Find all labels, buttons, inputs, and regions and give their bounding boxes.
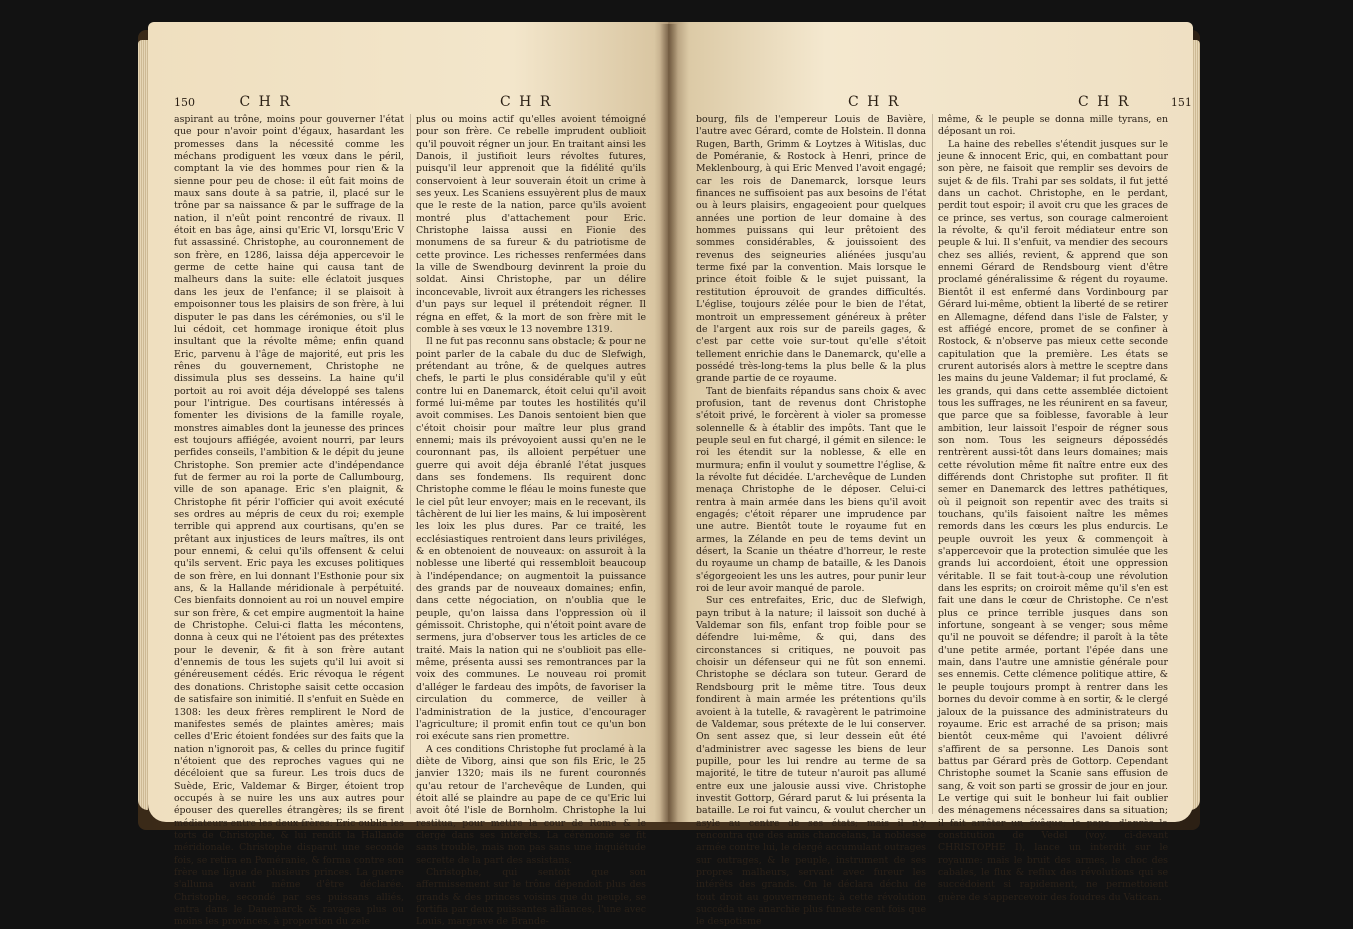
left-page-edges	[138, 40, 148, 810]
left-column-1	[174, 114, 404, 929]
paragraph: même, & le peuple se donna mille tyrans, en déposant un roi.	[938, 114, 1168, 138]
paragraph: Tant de bienfaits répandus sans choix & avec profusion, tant de revenus dont Christophe s'étoit privé, le forcèrent à violer sa promesse solennelle & à établir des impôts. Tant que le peuple seul en fut chargé, il gémit en silence: le roi les étendit sur la noblesse, & elle en murmura; enfin il voulut y soumettre l'église, & la révolte fut décidée. L'archevêque de Lunden menaça Christophe de le déposer. Celui-ci rentra à main armée dans les biens qu'il avoit engagés; c'étoit réparer une imprudence par une autre. Bientôt toute le royaume fut en armes, la Zélande en peu de tems devint un désert, la Scanie un théatre d'horreur, le reste du royaume un champ de bataille, & les Danois s'égorgeoient les uns les autres, pour punir leur roi de leur avoir manqué de parole.	[696, 385, 926, 595]
column-rule	[410, 114, 411, 814]
column-rule	[932, 114, 933, 814]
book-gutter	[660, 24, 678, 824]
paragraph: plus ou moins actif qu'elles avoient témoigné pour son frère. Ce rebelle imprudent oublioit qu'il pouvoit régner un jour. En traitant ainsi les Danois, il justifioit leurs révoltes futures, puisqu'il leur apprenoit que la fidélité qu'ils conservoient à leur souverain étoit un crime à ses yeux. Les Scaniens essuyèrent plus de maux que le reste de la nation, parce qu'ils avoient montré plus d'attachement pour Eric. Christophe laissa aussi en Fionie des monumens de sa fureur & du patriotisme de cette province. Les richesses renfermées dans la ville de Swendbourg devinrent la proie du soldat. Ainsi Christophe, par un délire inconcevable, livroit aux étrangers les richesses d'un pays sur lequel il prétendoit régner. Il régna en effet, & la mort de son frère mit le comble à ses vœux le 13 novembre 1319.	[416, 114, 646, 335]
right-column-2	[938, 114, 1168, 904]
left-column-2	[416, 114, 646, 929]
paragraph: La haine des rebelles s'étendit jusques sur le jeune & innocent Eric, qui, en combattant pour son père, ne faisoit que remplir ses devoirs de sujet & de fils. Trahi par ses soldats, il fut jetté dans un cachot. Christophe, en le perdant, perdit tout espoir; il avoit cru que les graces de ce prince, ses vertus, son courage calmeroient la révolte, & qu'il feroit médiateur entre son peuple & lui. Il s'enfuit, va mendier des secours chez ses alliés, revient, & apprend que son ennemi Gérard de Rendsbourg vient d'être proclamé généralissime & régent du royaume. Bientôt il est enfermé dans Vordinbourg par Gérard lui-même, obtient la liberté de se retirer en Allemagne, défend dans l'isle de Falster, y est affiégé encore, promet de se confiner à Rostock, & n'observe pas mieux cette seconde capitulation que la première. Les états se crurent autorisés alors à mettre le sceptre dans les mains du jeune Valdemar; il fut proclamé, & les grands, qui dans cette assemblée dictoient tous les suffrages, ne les réunirent en sa faveur, que parce que sa foiblesse, favorable à leur ambition, leur laissoit l'espoir de régner sous son nom. Tous les seigneurs dépossédés rentrèrent aussi-tôt dans leurs domaines; mais cette révolution même fit naître entre eux des différends dont Christophe sut profiter. Il fit semer en Danemarck des lettres pathétiques, où il peignoit son repentir avec des traits si touchans, qu'ils faisoient naître les mêmes remords dans les cœurs les plus endurcis. Le peuple ouvroit les yeux & commençoit à s'appercevoir que la protection simulée que les grands lui accordoient, étoit une oppression véritable. Il se fait tout-à-coup une révolution dans les esprits; on croiroit même qu'il s'en est fait une dans le cœur de Christophe. Ce n'est plus ce prince terrible jusques dans son infortune, songeant à se venger; sous même qu'il ne pouvoit se défendre; il paroît à la tête d'une petite armée, portant l'épée dans une main, dans l'autre une amnistie générale pour ses ennemis. Cette clémence politique attire, & le peuple toujours prompt à rentrer dans les bornes du devoir comme à en sortir, & le clergé jaloux de la puissance des administrateurs du royaume. Eric est arraché de sa prison; mais bientôt ceux-même qui l'avoient délivré s'affirent de sa personne. Les Danois sont battus par Gérard près de Gottorp. Cependant Christophe soumet la Scanie sans effusion de sang, & voit son parti se grossir de jour en jour. Le vertige qui suit le bonheur lui fait oublier des ménagemens nécessaires dans sa situation; il fait arrêter un évêque; le pape, d'après la constitution de Vedel (voy. ci-devant CHRISTOPHE I), lance un interdit sur le royaume: mais le bruit des armes, le choc des cabales, le flux & reflux des révolutions qui se succédoient si rapidement, ne permettoient guère de s'appercevoir des foudres du Vatican.	[938, 138, 1168, 903]
paragraph: Il ne fut pas reconnu sans obstacle; & pour ne point parler de la cabale du duc de Slefwigh, prétendant au trône, & de quelques autres chefs, le parti le plus considérable qu'il y eût contre lui en Danemarck, étoit celui qu'il avoit formé lui-même par toutes les hostilités qu'il avoit commises. Les Danois sentoient bien que c'étoit choisir pour maître leur plus grand ennemi; mais ils prévoyoient aussi qu'en ne le couronnant pas, ils alloient perpétuer une guerre qui avoit déja ébranlé l'état jusques dans ses fondemens. Ils requirent donc Christophe comme le fléau le moins funeste que le ciel pût leur envoyer; mais en le recevant, ils tâchèrent de lui lier les mains, & lui imposèrent les loix les plus dures. Par ce traité, les ecclésiastiques rentroient dans leurs priviléges, & en obtenoient de nouveaux: on assuroit à la noblesse une liberté qui ressembloit beaucoup à l'indépendance; on augmentoit la puissance des grands par de nouveaux domaines; enfin, dans cette négociation, on n'oublia que le peuple, qu'on laissa dans l'oppression où il gémissoit. Christophe, qui n'étoit point avare de sermens, jura d'observer tous les articles de ce traité. Mais la nation qui ne s'oublioit pas elle-même, présenta aussi ses remontrances par la voix des communes. Le nouveau roi promit d'alléger le fardeau des impôts, de favoriser la circulation du commerce, de veiller à l'administration de la justice, d'encourager l'agriculture; il promit enfin tout ce qu'un bon roi exécute sans rien promettre.	[416, 336, 646, 743]
right-page-header	[1078, 94, 1192, 110]
paragraph: aspirant au trône, moins pour gouverner l'état que pour n'avoir point d'égaux, hasardant les promesses dans la nécessité comme les méchans prodiguent les vœux dans le péril, comptant la vie des hommes pour rien & la sienne pour peu de chose: il eût fait moins de maux sans doute à sa patrie, il, placé sur le trône par sa naissance & par le suffrage de la nation, il n'eût point rencontré de rivaux. Il étoit en bas âge, ainsi qu'Eric VI, lorsqu'Eric V fut assassiné. Christophe, au couronnement de son frère, en 1286, laissa déja appercevoir le germe de cette haine qui causa tant de malheurs dans la suite: elle éclatoit jusques dans les jeux de l'enfance; il se plaisoit à empoisonner tous les plaisirs de son frère, à lui disputer le pas dans les cérémonies, ou s'il le lui cédoit, cet hommage ironique étoit plus insultant que la révolte même; enfin quand Eric, parvenu à l'âge de majorité, eut pris les rênes du gouvernement, Christophe ne dissimula plus ses desseins. La haine qu'il portoit au roi avoit déja développé ses talens pour l'intrigue. Des courtisans intéressés à fomenter les divisions de la famille royale, monstres aimables dont la jeunesse des princes est toujours affiégée, avoient nourri, par leurs perfides conseils, l'ambition & le dépit du jeune Christophe. Son premier acte d'indépendance fut de fermer au roi la porte de Callumbourg, ville de son apanage. Eric s'en plaignit, & Christophe fit périr l'officier qui avoit exécuté ses ordres au mépris de ceux du roi; exemple terrible qui apprend aux courtisans, qu'en se prêtant aux injustices de leurs maîtres, ils ont pour ennemi, & celui qu'ils offensent & celui qu'ils servent. Eric paya les excuses politiques de son frère, en lui donnant l'Esthonie pour six ans, & la Hallande méridionale à perpétuité. Ces bienfaits donnoient au roi un nouvel empire sur son frère, & cet empire augmentoit la haine de Christophe. Celui-ci flatta les mécontens, donna à ceux qui ne l'étoient pas des prétextes pour le devenir, & fit à son frère autant d'ennemis de tous les sujets qu'il lui avoit si généreusement cédés. Eric révoqua le régent des donations. Christophe saisit cette occasion de satisfaire son inimitié. Il s'enfuit en Suède en 1308: les deux frères remplirent le Nord de manifestes semés de plaintes amères; mais celles d'Eric étoient fondées sur des faits que la nation n'ignoroit pas, & celles du prince fugitif n'étoient que des reproches vagues qui ne décéloient que sa fureur. Les trois ducs de Suède, Eric, Valdemar & Birger, étoient trop occupés à se nuire les uns aux autres pour épouser des querelles étrangères; ils se firent médiateurs entre les deux frères: Eric oublia les torts de Christophe, & lui rendit la Hallande méridionale. Christophe disparut une seconde fois, se retira en Poméranie, & forma contre son frère une ligue de plusieurs princes. La guerre s'alluma avant même d'être déclarée. Christophe, secondé par ses puissans alliés, entra dans le Danemarck & ravagea plus ou moins les provinces, à proportion du zele	[174, 114, 404, 928]
paragraph: Sur ces entrefaites, Eric, duc de Slefwigh, payn tribut à la nature; il laissoit son duché à Valdemar son fils, enfant trop foible pour se défendre lui-même, & qui, dans des circonstances si critiques, ne pouvoit pas choisir un défenseur qui ne fût son ennemi. Christophe se déclara son tuteur. Gerard de Rendsbourg prit le même titre. Tous deux fondirent à main armée les prétentions qu'ils avoient à la tutelle, & ravagèrent le patrimoine de Valdemar, sous prétexte de le lui conserver. On sent assez que, si leur dessein eût été d'administrer avec sagesse les biens de leur pupille, pour les lui rendre au terme de sa majorité, le titre de tuteur n'auroit pas allumé entre eux une jalousie aussi vive. Christophe investit Gottorp, Gérard parut & lui présenta la bataille. Le roi fut vaincu, & voulut chercher un asyle au centre de ses états; mais il n'y rencontra que des amis chancelans, la noblesse armée contre lui, le clergé accumulant outrages sur outrages, & le peuple, instrument de ses propres malheurs, servant avec fureur les intérêts des grands. On le déclara déchu de tout droit au gouvernement; à cette révolution succéda une anarchie plus funeste cent fois que le despotisme	[696, 595, 926, 928]
left-page-header	[174, 94, 292, 110]
right-column-1	[696, 114, 926, 929]
right-page-number: 151	[1170, 96, 1192, 109]
right-running-head-1: C H R	[848, 94, 901, 110]
left-page-number: 150	[174, 96, 195, 109]
paragraph: A ces conditions Christophe fut proclamé à la diète de Viborg, ainsi que son fils Eric, le 25 janvier 1320; mais ils ne furent couronnés qu'au retour de l'archevêque de Lunden, qui étoit allé se plaindre au pape de ce qu'Eric lui avoit ôté l'isle de Bornholm. Christophe la lui restitua, pour mettre la cour de Rome & le clergé dans ses intérêts. La cérémonie se fit sans trouble, mais non pas sans une inquiétude secrette de la part des assistans.	[416, 743, 646, 866]
paragraph: bourg, fils de l'empereur Louis de Bavière, l'autre avec Gérard, comte de Holstein. Il donna Rugen, Barth, Grimm & Loytzes à Witislas, duc de Poméranie, & Rostock à Henri, prince de Meklenbourg, à qui Eric Menved l'avoit engagé; car les rois de Danemarck, lorsque leurs finances ne suffisoient pas aux besoins de l'état ou à leurs plaisirs, engageoient pour quelques années une portion de leur domaine à des hommes puissans qui leur prêtoient des sommes considérables, & jouissoient des revenus des seigneuries aliénées jusqu'au terme fixé par la convention. Mais lorsque le prince étoit foible & le sujet puissant, la restitution éprouvoit de grandes difficultés. L'église, toujours zélée pour le bien de l'état, montroit un empressement généreux à prêter de l'argent aux rois sur de pareils gages, & c'est par cette voie sur-tout qu'elle s'étoit tellement enrichie dans le Danemarck, qu'elle a possédé très-long-tems la plus belle & la plus grande partie de ce royaume.	[696, 114, 926, 385]
right-running-head-2: C H R	[1078, 94, 1131, 110]
left-running-head-2: C H R	[500, 94, 553, 110]
right-page	[668, 22, 1193, 928]
left-running-head-1: C H R	[239, 94, 292, 110]
paragraph: Christophe, qui sentoit que son affermissement sur le trône dépendoit plus des grands & des princes voisins que du peuple, se fortifia par deux puissantes alliances, l'une avec Louis, margrave de Brande-	[416, 866, 646, 928]
left-page	[148, 22, 670, 928]
